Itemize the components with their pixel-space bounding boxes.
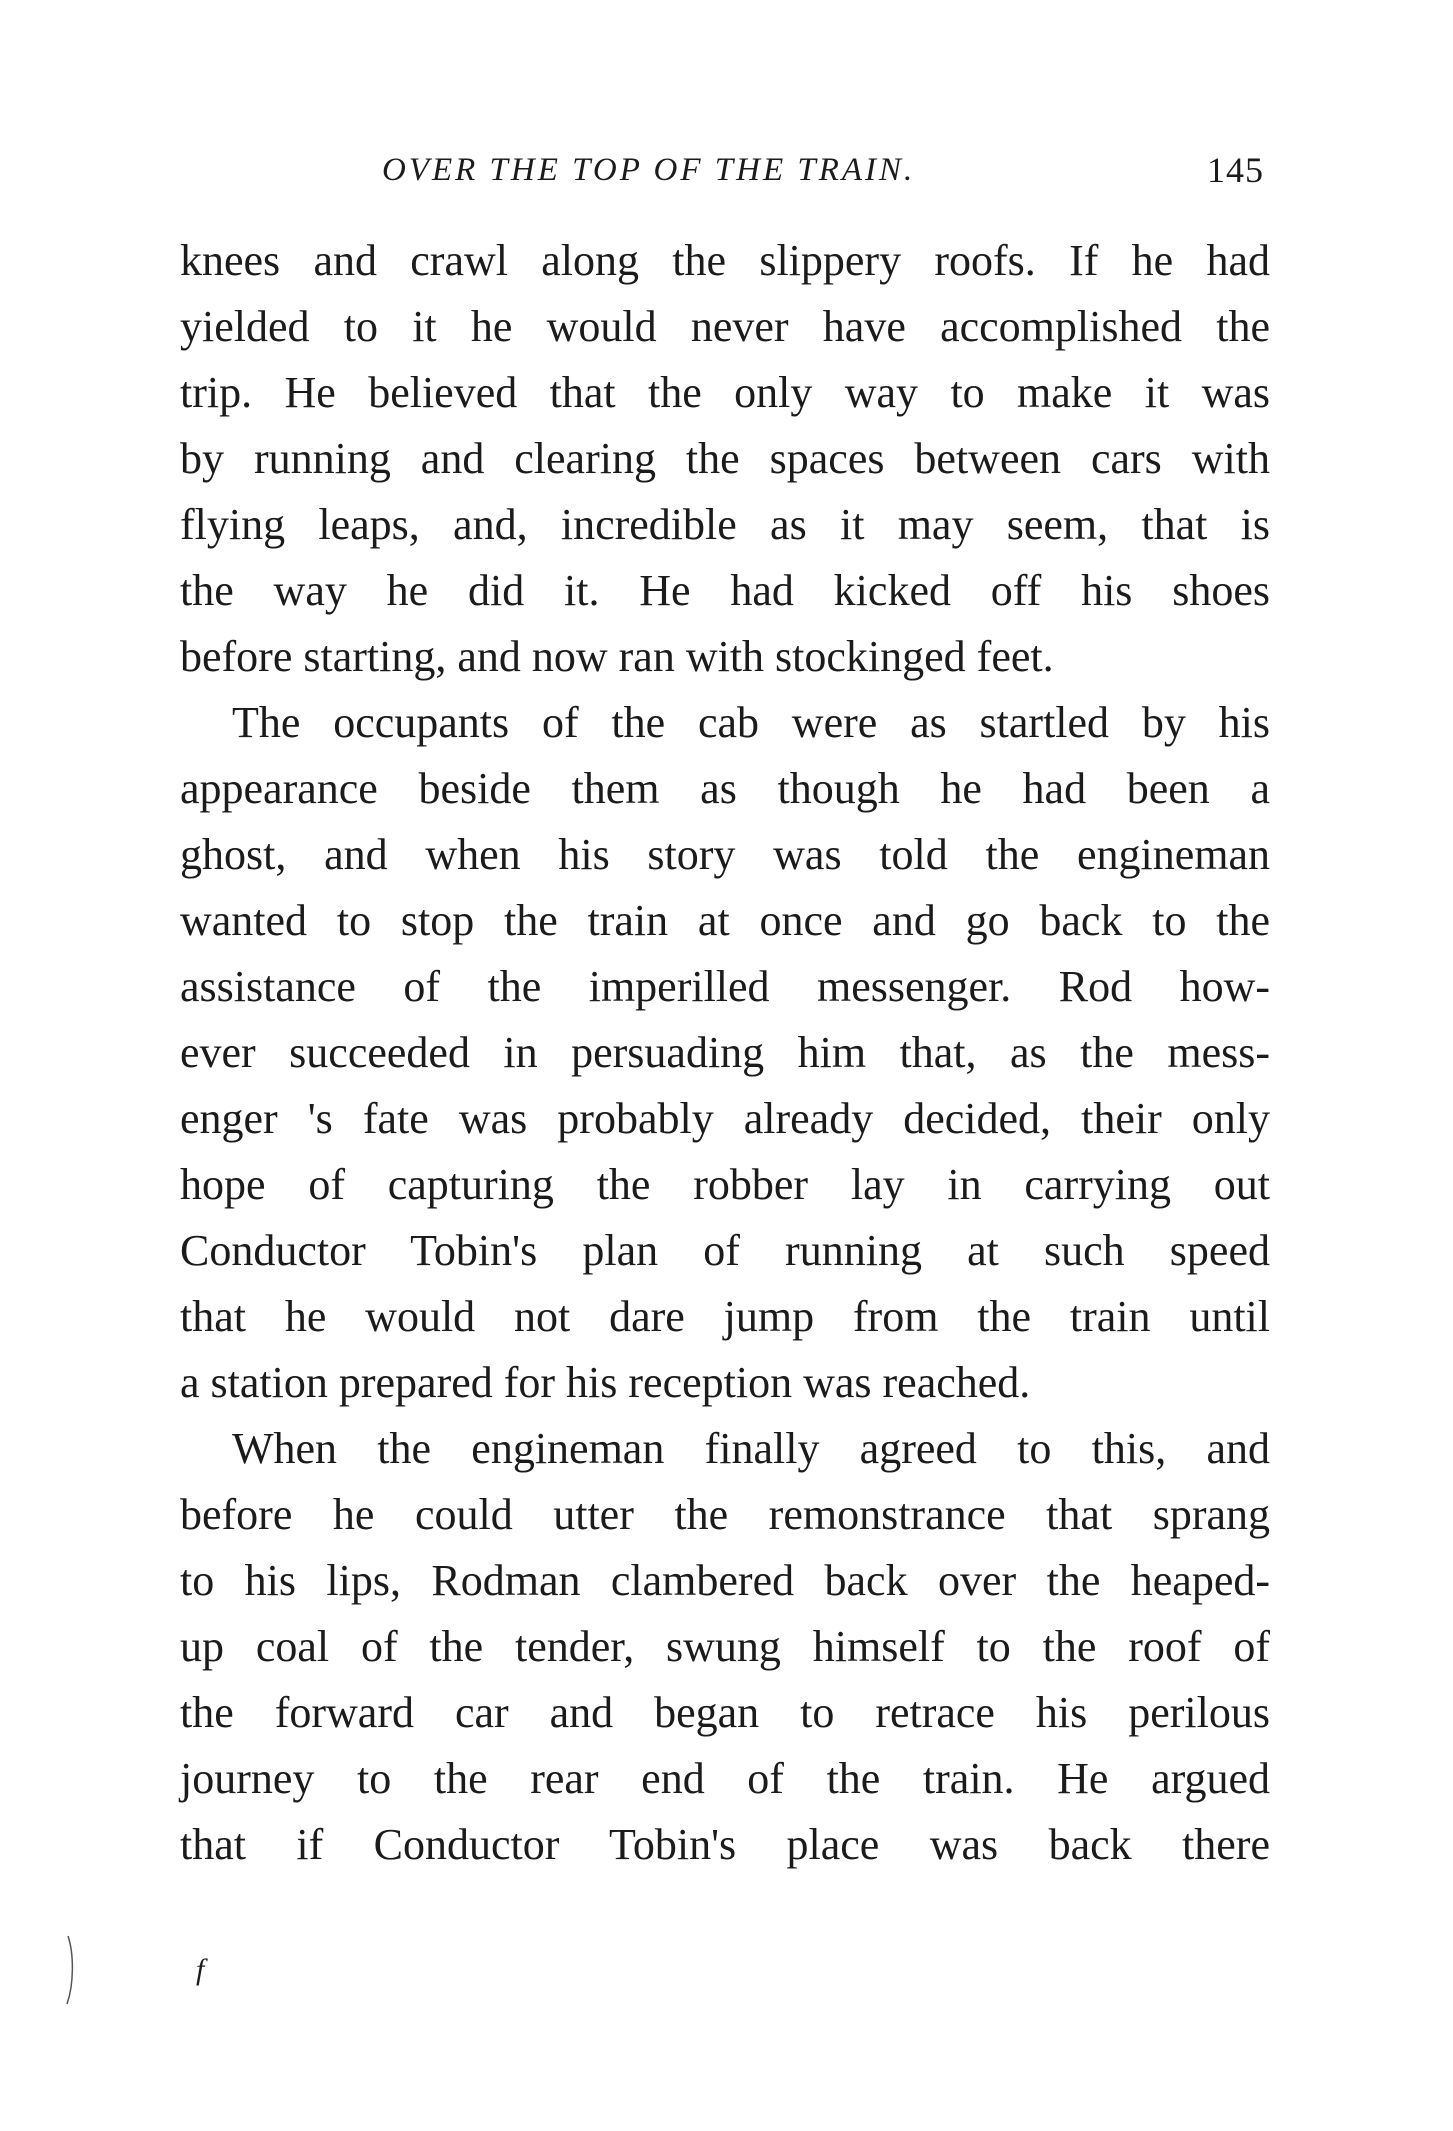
text-line: up coal of the tender, swung himself to the roof of [180, 1622, 1270, 1671]
text-line: before he could utter the remonstrance that sprang [180, 1490, 1270, 1539]
text-line: Conductor Tobin's plan of running at such speed [180, 1226, 1270, 1275]
text-line: trip. He believed that the only way to make it was [180, 368, 1270, 417]
text-line: a station prepared for his reception was reached. [180, 1358, 1031, 1407]
text-line: the way he did it. He had kicked off his shoes [180, 566, 1270, 615]
text-line: The occupants of the cab were as startled by his [232, 698, 1270, 747]
page-number: 145 [1207, 150, 1264, 190]
binding-edge-mark [64, 1934, 78, 2006]
text-line: that he would not dare jump from the train until [180, 1292, 1270, 1341]
running-head [182, 140, 1264, 200]
text-line: knees and crawl along the slippery roofs. If he had [180, 236, 1270, 285]
text-line: hope of capturing the robber lay in carrying out [180, 1160, 1270, 1209]
signature-mark: f [196, 1953, 205, 1986]
text-line: wanted to stop the train at once and go back to the [180, 896, 1270, 945]
text-line: by running and clearing the spaces between cars with [180, 434, 1270, 483]
body-text [180, 228, 1270, 1878]
text-line: journey to the rear end of the train. He argued [180, 1754, 1270, 1803]
text-line: ever succeeded in persuading him that, as the mess- [180, 1028, 1270, 1077]
text-line: to his lips, Rodman clambered back over the heaped- [180, 1556, 1270, 1605]
text-line: the forward car and began to retrace his perilous [180, 1688, 1270, 1737]
text-line: assistance of the imperilled messenger. Rod how- [180, 962, 1270, 1011]
text-line: enger 's fate was probably already decided, their only [180, 1094, 1270, 1143]
text-line: flying leaps, and, incredible as it may seem, that is [180, 500, 1270, 549]
text-line: that if Conductor Tobin's place was back there [180, 1820, 1270, 1869]
text-line: yielded to it he would never have accomplished the [180, 302, 1270, 351]
text-line: before starting, and now ran with stockinged feet. [180, 632, 1054, 681]
text-line: When the engineman finally agreed to this, and [232, 1424, 1270, 1473]
text-line: appearance beside them as though he had been a [180, 764, 1270, 813]
running-title: OVER THE TOP OF THE TRAIN. [382, 152, 916, 188]
text-line: ghost, and when his story was told the engineman [180, 830, 1270, 879]
